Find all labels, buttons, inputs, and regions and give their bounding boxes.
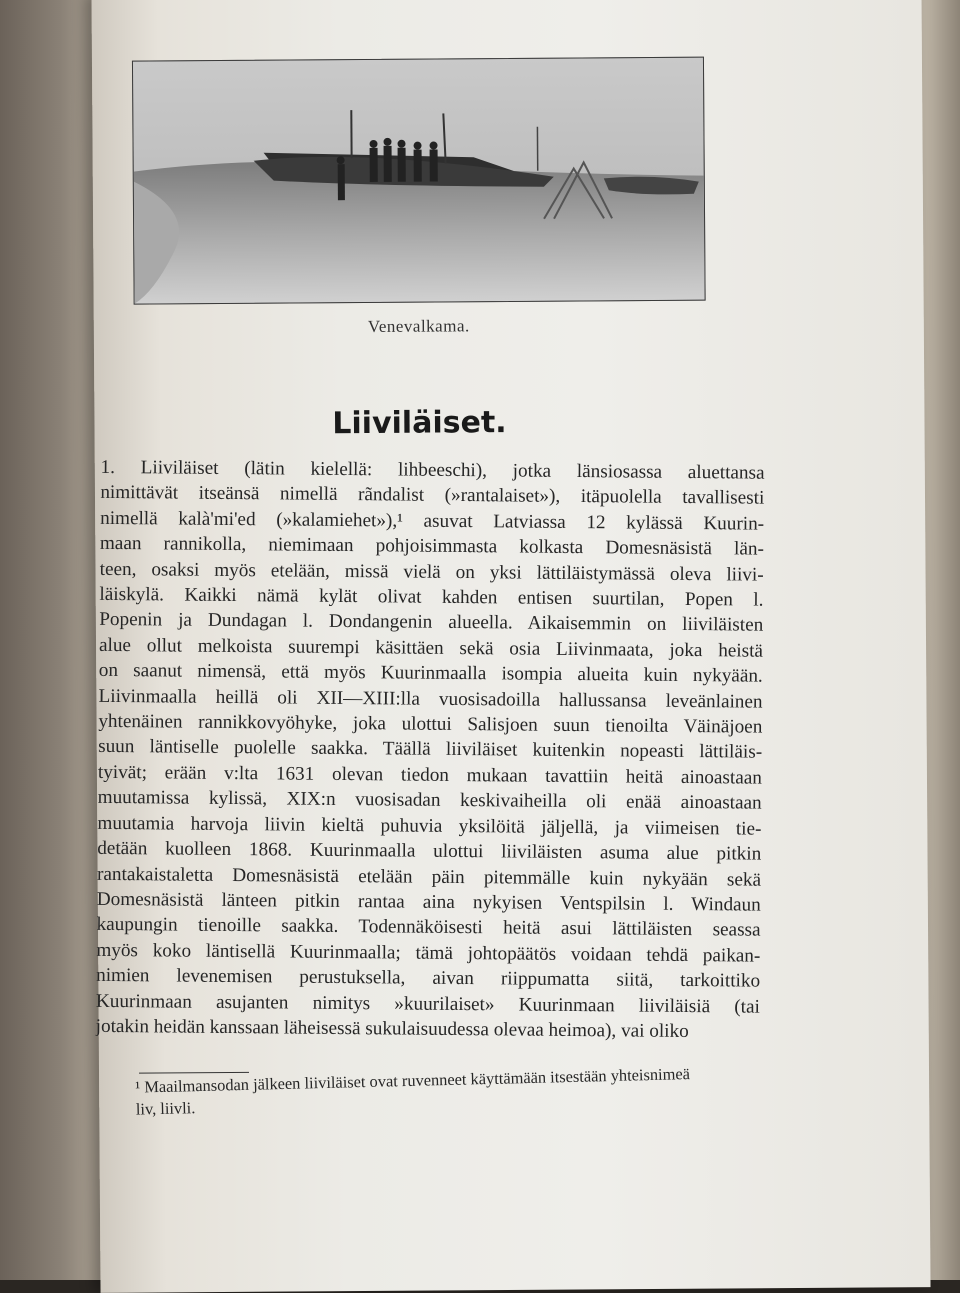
text-line: Domesnäsistä länteen pitkin rantaa aina nykyisen Ventspilsin l. Windaun — [97, 887, 761, 918]
footnote-line: ¹ Maailmansodan jälkeen liiviläiset ovat ruvenneet käyttämään itsestään yhteisnimeä — [135, 1061, 775, 1099]
text-line: rantakaistaletta Domesnäsistä etelään päin pitemmälle kuin nykyään sekä — [97, 861, 761, 892]
text-line: nimittävät itseänsä nimellä rãndalist (»rantalaiset»), itäpuolella tavallisesti — [100, 480, 764, 511]
text-line: läiskylä. Kaikki nämä kylät olivat kahden entisen suurtilan, Popen l. — [99, 582, 763, 613]
book-page — [91, 0, 930, 1293]
body-paragraph — [96, 455, 765, 1045]
text-line: muutamia harvoja liivin kieltä puhuvia yksilöitä jäljellä, ja viimeisen tie- — [97, 811, 761, 842]
text-line: yhtenäinen rannikkovyöhyke, joka ulottui Salisjoen suun tienoilta Väinäjoen — [98, 709, 762, 740]
text-line: detään kuolleen 1868. Kuurinmaalla ulottui liiviläisten asuma alue pitkin — [97, 836, 761, 867]
text-line: suun läntiselle puolelle saakka. Täällä liiviläiset kuitenkin nopeasti lättiläis- — [98, 734, 762, 765]
text-line: nimellä kalà'mi'ed (»kalamiehet»),¹ asuvat Latviassa 12 kylässä Kuurin- — [100, 506, 764, 537]
text-line: muutamissa kylissä, XIX:n vuosisadan keskivaiheilla oli enää ainoastaan — [98, 785, 762, 816]
text-line: tyivät; erään v:lta 1631 olevan tiedon mukaan tavattiin heitä ainoastaan — [98, 760, 762, 791]
text-line: alue ollut melkoista suurempi käsittäen sekä osia Liivinmaata, joka heistä — [99, 633, 763, 664]
text-line: 1. Liiviläiset (lätin kielellä: lihbeeschi), jotka länsiosassa aluettansa — [100, 455, 764, 486]
text-line: Kuurinmaan asujanten nimitys »kuurilaiset» Kuurinmaan liiviläisiä (tai — [96, 988, 760, 1019]
photo-image — [133, 58, 705, 304]
text-line: kaupungin tienoille saakka. Todennäköisesti heitä asui lättiläisten seassa — [96, 912, 760, 943]
text-line: maan rannikolla, niemimaan pohjoisimmasta kolkasta Domesnäsistä län- — [100, 531, 764, 562]
text-line: on saanut nimensä, että myös Kuurinmaalla isompia alueita kuin nykyään. — [99, 658, 763, 689]
photo-boats-on-shore — [132, 57, 706, 305]
footnote — [135, 1061, 776, 1121]
section-title: Liiviläiset. — [134, 404, 704, 443]
text-line: myös koko läntisellä Kuurinmaalla; tämä johtopäätös voidaan tehdä paikan- — [96, 938, 760, 969]
text-line: teen, osaksi myös etelään, missä vielä on yksi lättiläistymässä oleva liivi- — [100, 556, 764, 587]
footnote-line: liv, liivli. — [136, 1083, 776, 1121]
photo-caption: Venevalkama. — [134, 315, 704, 339]
text-line: jotakin heidän kanssaan läheisessä sukulaisuudessa olevaa heimoa), vai oliko — [96, 1014, 760, 1045]
text-line: Popenin ja Dundagan l. Dondangenin alueella. Aikaisemmin on liiviläisten — [99, 607, 763, 638]
text-line: nimien levenemisen perustuksella, aivan riippumatta siitä, tarkoittiko — [96, 963, 760, 994]
text-line: Liivinmaalla heillä oli XII—XIII:lla vuosisadoilla hallussansa leveänlainen — [98, 684, 762, 715]
